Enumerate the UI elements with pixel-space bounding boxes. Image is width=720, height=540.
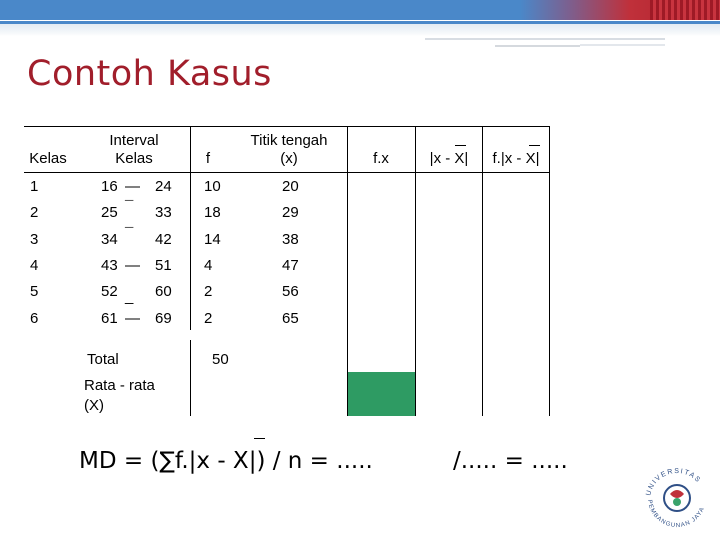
- cell-f: 18: [204, 204, 221, 221]
- interval-dash: —: [125, 310, 140, 327]
- mean-overline: [529, 145, 540, 146]
- cell-kelas: 4: [30, 257, 39, 274]
- cell-midpoint: 29: [282, 204, 299, 221]
- interval-dash: —: [125, 257, 140, 274]
- table-divider: [482, 126, 483, 416]
- header-f-abs-deviation: f.|x - X|: [492, 150, 540, 167]
- cell-kelas: 6: [30, 310, 39, 327]
- mean-label-line2: (X): [84, 397, 104, 414]
- mean-label-line1: Rata - rata: [84, 377, 155, 394]
- cell-kelas: 1: [30, 178, 39, 195]
- cell-interval-high: 69: [155, 310, 172, 327]
- cell-f: 10: [204, 178, 221, 195]
- logo-text-top: UNIVERSITAS: [645, 467, 703, 497]
- cell-kelas: 2: [30, 204, 39, 221]
- table-divider: [549, 126, 550, 416]
- cell-midpoint: 47: [282, 257, 299, 274]
- cell-midpoint: 38: [282, 231, 299, 248]
- header-bar-stripes: [650, 0, 720, 20]
- interval-dash: —: [125, 178, 140, 195]
- decor-line: [495, 45, 580, 47]
- cell-interval-low: 43: [101, 257, 118, 274]
- cell-f: 2: [204, 283, 213, 300]
- table-divider: [190, 126, 191, 330]
- table-top-border: [24, 126, 550, 127]
- decor-line: [580, 44, 665, 46]
- cell-interval-low: 52: [101, 283, 118, 300]
- table-divider: [415, 126, 416, 416]
- cell-interval-high: 42: [155, 231, 172, 248]
- cell-midpoint: 20: [282, 178, 299, 195]
- header-fx: f.x: [373, 150, 389, 167]
- cell-interval-low: 34: [101, 231, 118, 248]
- interval-dash: _: [125, 288, 134, 305]
- cell-f: 4: [204, 257, 213, 274]
- slide-title: Contoh Kasus: [27, 54, 272, 94]
- header-interval-line2: Kelas: [115, 150, 153, 167]
- cell-interval-low: 61: [101, 310, 118, 327]
- cell-interval-high: 24: [155, 178, 172, 195]
- header-titik-line1: Titik tengah: [250, 132, 328, 149]
- table-divider: [190, 340, 191, 416]
- cell-interval-low: 16: [101, 178, 118, 195]
- table-header-border: [24, 172, 550, 173]
- cell-midpoint: 56: [282, 283, 299, 300]
- cell-kelas: 3: [30, 231, 39, 248]
- total-label: Total: [87, 351, 119, 368]
- mean-overline: [254, 438, 265, 439]
- header-interval-line1: Interval: [109, 132, 159, 149]
- logo-text-bottom: PEMBANGUNAN JAYA: [645, 499, 707, 530]
- cell-interval-low: 25: [101, 204, 118, 221]
- cell-interval-high: 33: [155, 204, 172, 221]
- total-f: 50: [212, 351, 229, 368]
- interval-dash: ¯: [125, 225, 134, 242]
- cell-f: 14: [204, 231, 221, 248]
- cell-interval-high: 60: [155, 283, 172, 300]
- formula-md: MD = (∑f.|x - X|) / n = .....: [79, 448, 373, 474]
- interval-dash: ¯: [125, 198, 134, 215]
- header-f: f: [205, 150, 211, 167]
- decor-line: [425, 38, 665, 40]
- mean-overline: [455, 145, 466, 146]
- formula-result: /..... = .....: [453, 448, 568, 474]
- cell-f: 2: [204, 310, 213, 327]
- cell-interval-high: 51: [155, 257, 172, 274]
- header-kelas: Kelas: [29, 150, 67, 167]
- header-titik-line2: (x): [280, 150, 298, 167]
- header-abs-deviation: |x - X|: [429, 150, 469, 167]
- highlight-cell: [348, 372, 415, 416]
- university-seal-icon: [640, 460, 714, 534]
- cell-kelas: 5: [30, 283, 39, 300]
- cell-midpoint: 65: [282, 310, 299, 327]
- header-shade: [0, 24, 720, 36]
